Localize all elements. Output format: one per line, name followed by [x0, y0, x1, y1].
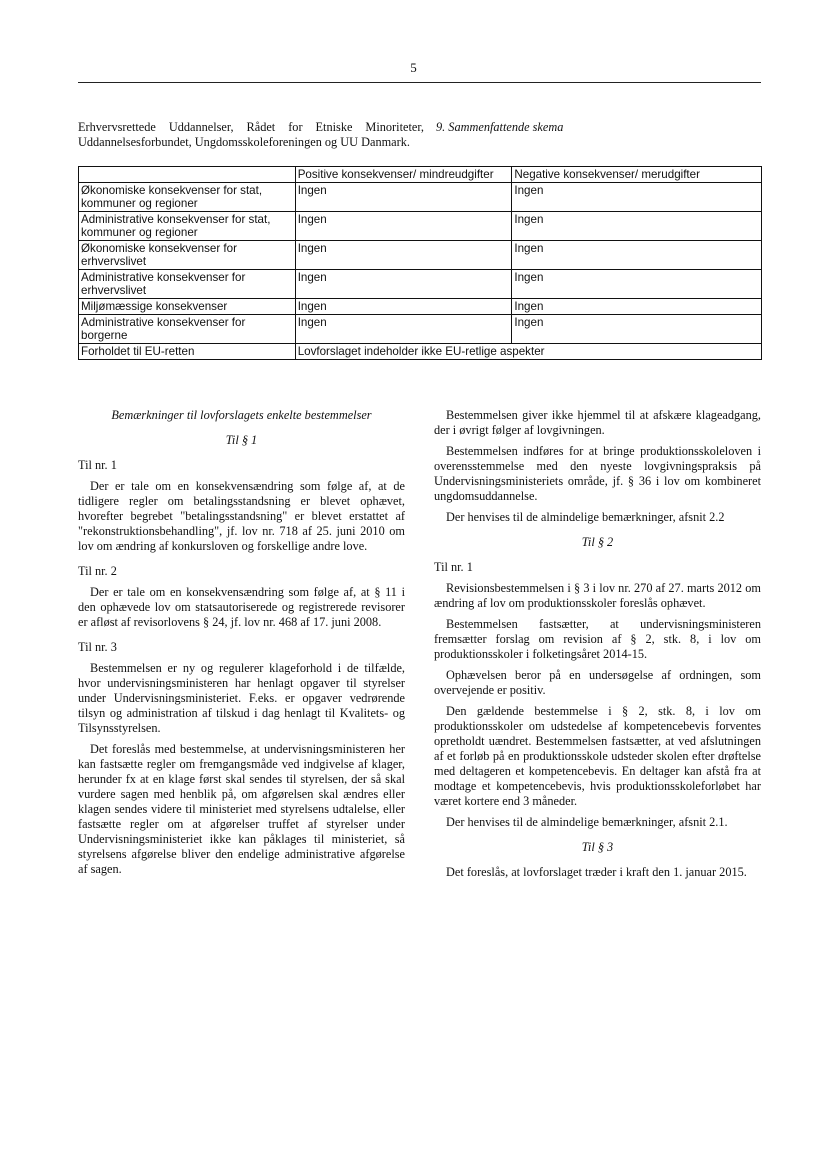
remarks-heading: Bemærkninger til lovforslagets enkelte bestemmelser	[111, 408, 372, 422]
paragraph: Ophævelsen beror på en undersøgelse af ordningen, som overvejende er positiv.	[434, 668, 761, 697]
paragraph: Bestemmelsen er ny og regulerer klageforhold i de tilfælde, hvor undervisningsministeren har henlagt opgaver til styrelser under Undervisningsministeriet. F.eks. er opgaver vedrørende tilsyn og administration af tilskud i dag henlagt til Kvalitets- og Tilsynsstyrelsen.	[78, 661, 405, 735]
row-label: Administrative konsekvenser for stat, kommuner og regioner	[79, 212, 296, 241]
row-label: Administrative konsekvenser for borgerne	[79, 315, 296, 344]
negative-cell: Ingen	[512, 270, 762, 299]
negative-cell: Ingen	[512, 299, 762, 315]
table-row	[79, 315, 762, 344]
negative-cell: Ingen	[512, 212, 762, 241]
positive-cell: Ingen	[295, 212, 512, 241]
paragraph: Bestemmelsen indføres for at bringe produktionsskoleloven i overensstemmelse med den nyeste lovgivningspraksis på Undervisningsministeriets område, jf. § 36 i lov om kombineret ungdomsuddannelse.	[434, 444, 761, 503]
positive-cell: Ingen	[295, 299, 512, 315]
table-header-cell	[79, 167, 296, 183]
negative-cell: Ingen	[512, 315, 762, 344]
section-heading: Til § 1	[225, 433, 258, 447]
row-label: Miljømæssige konsekvenser	[79, 299, 296, 315]
table-row	[79, 212, 762, 241]
positive-cell: Ingen	[295, 241, 512, 270]
paragraph: Det foreslås med bestemmelse, at undervisningsministeren her kan fastsætte regler om fremgangsmåde ved indgivelse af klager, herunder fx at en klage først skal sendes til styrelsen, der så skal vurdere sagen med henblik på, om afgørelsen skal ændres eller klagen sendes videre til ministeriet med styrelsens udtalelse, eller fastsætte regler om at afgørelser truffet af styrelser under Undervisningsministeriet ikke kan påklages til ministeriet, så styrelsens afgørelse bliver den endelige administrative afgørelse af sagen.	[78, 742, 405, 876]
eu-row	[79, 344, 762, 360]
paragraph: Der henvises til de almindelige bemærkninger, afsnit 2.2	[446, 510, 725, 524]
item-label: Til nr. 1	[78, 458, 117, 472]
schema-title: 9. Sammenfattende skema	[436, 120, 564, 134]
header-rule	[78, 82, 761, 83]
row-label: Forholdet til EU-retten	[79, 344, 296, 360]
positive-cell: Ingen	[295, 315, 512, 344]
table-row	[79, 299, 762, 315]
paragraph: Revisionsbestemmelsen i § 3 i lov nr. 270 af 27. marts 2012 om ændring af lov om produktionsskoler foreslås ophævet.	[434, 581, 761, 610]
positive-cell: Ingen	[295, 183, 512, 212]
item-label: Til nr. 2	[78, 564, 117, 578]
item-label: Til nr. 3	[78, 640, 117, 654]
row-label: Administrative konsekvenser for erhvervslivet	[79, 270, 296, 299]
paragraph: Der er tale om en konsekvensændring som følge af, at § 11 i den ophævede lov om statsautoriserede og registrerede revisorer er afløst af revisorlovens § 24, jf. lov nr. 468 af 17. juni 2008.	[78, 585, 405, 629]
negative-cell: Ingen	[512, 183, 762, 212]
item-label: Til nr. 1	[434, 560, 473, 574]
table-header-cell: Positive konsekvenser/ mindreudgifter	[295, 167, 512, 183]
intro-text: Erhvervsrettede Uddannelser, Rådet for Etniske Minoriteter, Uddannelsesforbundet, Ungdomsskoleforeningen og UU Danmark.	[78, 120, 424, 149]
paragraph: Den gældende bestemmelse i § 2, stk. 8, i lov om produktionsskoler om udstedelse af kompetencebevis forventes opretholdt uændret. Bestemmelsen fastsætter, at ved afslutningen af et forløb på en produktionsskole udsteder skolen efter drøftelse med deltageren et kompetencebevis. En deltager kan afstå fra at modtage et kompetencebevis, hvis produktionsskoleforløbet har været kortere end 3 måneder.	[434, 704, 761, 808]
summary-table	[78, 166, 762, 360]
eu-value-cell: Lovforslaget indeholder ikke EU-retlige aspekter	[295, 344, 761, 360]
section-heading: Til § 3	[581, 840, 614, 854]
paragraph: Der henvises til de almindelige bemærkninger, afsnit 2.1.	[446, 815, 728, 829]
section-heading: Til § 2	[581, 535, 614, 549]
right-column	[434, 408, 761, 886]
table-header-cell: Negative konsekvenser/ merudgifter	[512, 167, 762, 183]
left-column	[78, 408, 405, 883]
row-label: Økonomiske konsekvenser for stat, kommuner og regioner	[79, 183, 296, 212]
row-label: Økonomiske konsekvenser for erhvervslivet	[79, 241, 296, 270]
paragraph: Det foreslås, at lovforslaget træder i kraft den 1. januar 2015.	[446, 865, 747, 879]
paragraph: Der er tale om en konsekvensændring som følge af, at de tidligere regler om betalingsstandsning er blevet ophævet, hvorefter begrebet "betalingsstandsning" er blevet erstattet af "rekonstruktionsbehandling", jf. lov nr. 718 af 25. juni 2010 om lov om ændring af konkursloven og forskellige andre love.	[78, 479, 405, 553]
paragraph: Bestemmelsen giver ikke hjemmel til at afskære klageadgang, der i øvrigt følger af lovgivningen.	[434, 408, 761, 437]
paragraph: Bestemmelsen fastsætter, at undervisningsministeren fremsætter forslag om revision af § 2, stk. 8, i lov om produktionsskoler i folketingsåret 2014-15.	[434, 617, 761, 661]
table-row	[79, 270, 762, 299]
negative-cell: Ingen	[512, 241, 762, 270]
positive-cell: Ingen	[295, 270, 512, 299]
table-header-row	[79, 167, 762, 183]
table-row	[79, 241, 762, 270]
table-row	[79, 183, 762, 212]
page-number: 5	[410, 60, 417, 75]
